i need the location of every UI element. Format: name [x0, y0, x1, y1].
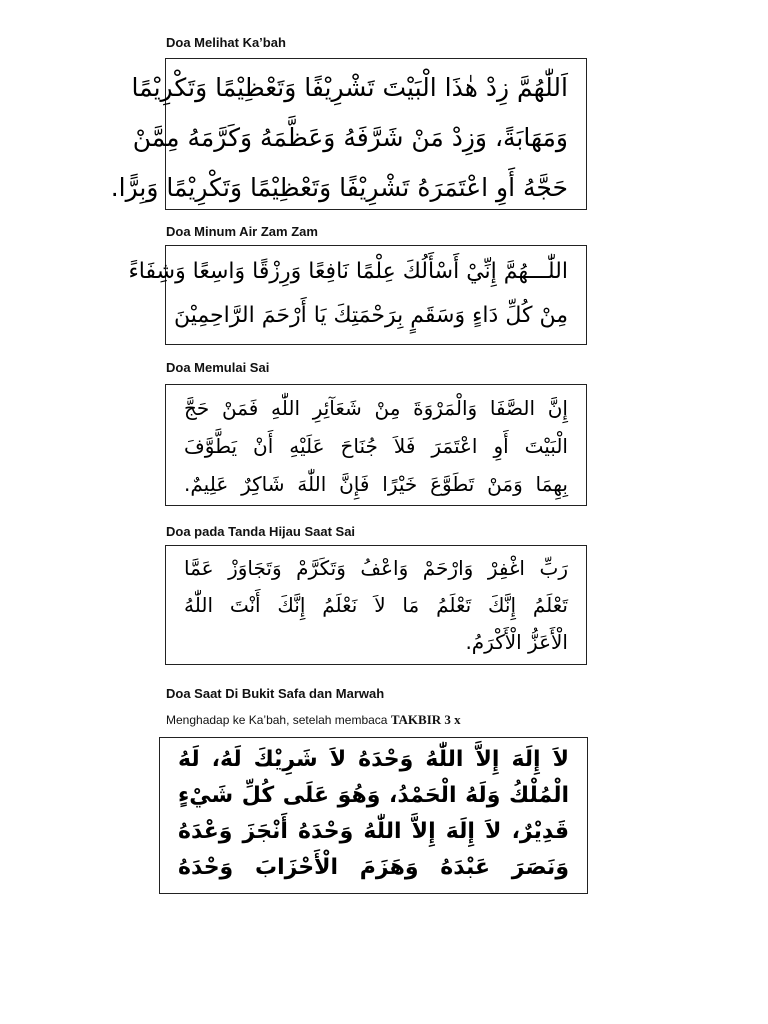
arabic-line: قَدِيْرٌ، لاَ إِلَهَ إِلاَّ اللّٰهُ وَحْدَهُ أَنْجَزَ وَعْدَهُ: [178, 819, 569, 844]
arabic-line: حَجَّهُ أَوِ اعْتَمَرَهُ تَشْرِيْفًا وَتَعْظِيْمًا وَتَكْرِيْمًا وَبِرًّا.: [110, 173, 568, 202]
note-emphasis: TAKBIR 3 x: [390, 712, 461, 727]
prayer-box-melihat-kabah: [110, 58, 587, 210]
arabic-line: اللّٰـــهُمَّ إِنِّيْ أَسْأَلُكَ عِلْمًا نَافِعًا وَرِزْقًا وَاسِعًا وَشِفَاءً: [128, 259, 568, 284]
arabic-line: بِهِمَا وَمَنْ تَطَوَّعَ خَيْرًا فَإِنَّ اللّٰهَ شَاكِرٌ عَلِيمٌ.: [184, 472, 568, 496]
arabic-line: رَبِّ اغْفِرْ وَارْحَمْ وَاعْفُ وَتَكَرَّمْ وَتَجَاوَزْ عَمَّا: [184, 556, 568, 580]
arabic-line: مِنْ كُلِّ دَاءٍ وَسَقَمٍ بِرَحْمَتِكَ يَا أَرْحَمَ الرَّاحِمِيْنَ: [173, 303, 568, 328]
arabic-line: إِنَّ الصَّفَا وَالْمَرْوَةَ مِنْ شَعَآئِرِ اللّٰهِ فَمَنْ حَجَّ: [184, 396, 568, 420]
arabic-line: تَعْلَمُ إِنَّكَ تَعْلَمُ مَا لاَ نَعْلَمُ إِنَّكَ أَنْتَ اللّٰهُ: [184, 593, 568, 617]
arabic-line: وَنَصَرَ عَبْدَهُ وَهَزَمَ الْأَحْزَابَ وَحْدَهُ: [178, 855, 569, 880]
section-title-safa-marwah: Doa Saat Di Bukit Safa dan Marwah: [166, 686, 385, 701]
note-text: Menghadap ke Ka’bah, setelah membaca: [166, 713, 391, 727]
prayer-box-zam-zam: [128, 245, 587, 345]
prayer-box-memulai-sai: [165, 384, 587, 506]
prayer-box-tanda-hijau: [165, 545, 587, 665]
arabic-line: اَللّٰهُمَّ زِدْ هٰذَا الْبَيْتَ تَشْرِيْفًا وَتَعْظِيْمًا وَتَكْرِيْمًا: [131, 73, 568, 102]
arabic-line: الْأَعَزُّ الْأَكْرَمُ.: [465, 630, 568, 654]
section-title-tanda-hijau: Doa pada Tanda Hijau Saat Sai: [166, 524, 356, 539]
instruction-note: [166, 712, 461, 728]
section-title-melihat-kabah: Doa Melihat Ka’bah: [166, 35, 286, 50]
section-title-memulai-sai: Doa Memulai Sai: [166, 360, 270, 375]
arabic-line: الْمُلْكُ وَلَهُ الْحَمْدُ، وَهُوَ عَلَى كُلِّ شَيْءٍ: [178, 783, 569, 808]
prayer-box-safa-marwah: [159, 737, 588, 894]
arabic-line: لاَ إِلَهَ إِلاَّ اللّٰهُ وَحْدَهُ لاَ شَرِيْكَ لَهُ، لَهُ: [178, 747, 569, 772]
arabic-line: وَمَهَابَةً، وَزِدْ مَنْ شَرَّفَهُ وَعَظَّمَهُ وَكَرَّمَهُ مِمَّنْ: [132, 123, 568, 152]
arabic-line: الْبَيْتَ أَوِ اعْتَمَرَ فَلاَ جُنَاحَ عَلَيْهِ أَنْ يَطَّوَّفَ: [184, 434, 568, 458]
section-title-zam-zam: Doa Minum Air Zam Zam: [166, 224, 318, 239]
